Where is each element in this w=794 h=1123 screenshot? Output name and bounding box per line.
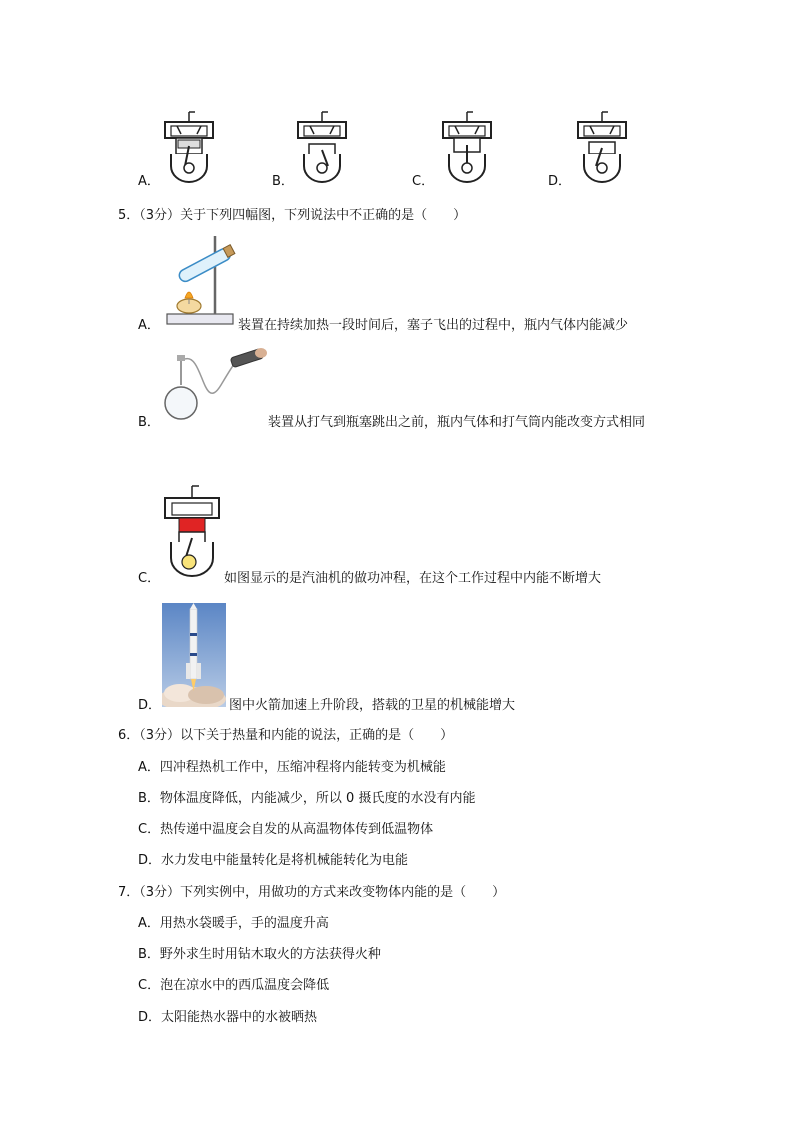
engine-stroke-d-figure (576, 110, 628, 185)
engine-stroke-a-figure (163, 110, 215, 185)
q4-option-a-letter[interactable]: A． (138, 174, 160, 189)
q6-option-b[interactable] (138, 790, 475, 808)
q5-stem-line (118, 207, 466, 225)
q6-option-c[interactable] (138, 821, 433, 839)
flask-air-pump-figure (163, 345, 269, 435)
power-stroke-engine-figure (163, 484, 221, 584)
q6-option-b-letter: B． (138, 791, 160, 806)
q6-option-d-text: 水力发电中能量转化是将机械能转化为电能 (161, 853, 409, 868)
q6-stem-line (118, 727, 453, 745)
q7-stem: 下列实例中，用做功的方式来改变物体内能的是（ ） (180, 885, 506, 900)
q5-option-d-text: 图中火箭加速上升阶段，搭载的卫星的机械能增大 (229, 698, 516, 713)
q6-option-a-letter: A． (138, 760, 160, 775)
q5-option-a-letter[interactable]: A． (138, 318, 160, 333)
q7-option-b-text: 野外求生时用钻木取火的方法获得火种 (159, 947, 381, 962)
q6-option-d[interactable] (138, 852, 408, 870)
heated-test-tube-figure (163, 234, 239, 328)
engine-stroke-c-figure (441, 110, 493, 185)
q6-number: 6． (118, 728, 140, 743)
q7-stem-line (118, 884, 505, 902)
q5-option-c-text: 如图显示的是汽油机的做功冲程，在这个工作过程中内能不断增大 (224, 571, 602, 586)
q7-option-b[interactable] (138, 946, 381, 964)
q6-option-c-letter: C． (138, 822, 161, 837)
q7-option-c-letter: C． (138, 978, 161, 993)
q6-option-b-text: 物体温度降低，内能减少，所以 0 摄氏度的水没有内能 (159, 791, 476, 806)
q5-option-b-letter[interactable]: B． (138, 415, 160, 430)
q7-option-a[interactable] (138, 915, 329, 933)
q5-option-b-text: 装置从打气到瓶塞跳出之前，瓶内气体和打气筒内能改变方式相同 (268, 415, 646, 430)
q7-points: （3分） (139, 885, 181, 900)
q7-option-d-letter: D． (138, 1010, 162, 1025)
q5-option-a-text: 装置在持续加热一段时间后，塞子飞出的过程中，瓶内气体内能减少 (238, 318, 629, 333)
q7-option-c-text: 泡在凉水中的西瓜温度会降低 (160, 978, 330, 993)
q4-option-d-letter[interactable]: D． (548, 174, 572, 189)
q7-option-a-letter: A． (138, 916, 160, 931)
q7-option-d-text: 太阳能热水器中的水被晒热 (161, 1010, 318, 1025)
q5-stem: 关于下列四幅图，下列说法中不正确的是（ ） (180, 208, 467, 223)
q6-stem: 以下关于热量和内能的说法，正确的是（ ） (180, 728, 454, 743)
q5-option-c-letter[interactable]: C． (138, 571, 161, 586)
q5-number: 5． (118, 208, 140, 223)
q7-option-d[interactable] (138, 1009, 317, 1027)
q4-option-b-letter[interactable]: B． (272, 174, 294, 189)
q7-option-b-letter: B． (138, 947, 160, 962)
q7-option-a-text: 用热水袋暖手，手的温度升高 (159, 916, 329, 931)
q5-points: （3分） (139, 208, 181, 223)
q6-option-a[interactable] (138, 759, 446, 777)
q6-option-a-text: 四冲程热机工作中，压缩冲程将内能转变为机械能 (159, 760, 446, 775)
q6-points: （3分） (139, 728, 181, 743)
rocket-launch-photo (162, 603, 226, 707)
q7-option-c[interactable] (138, 977, 329, 995)
q6-option-c-text: 热传递中温度会自发的从高温物体传到低温物体 (160, 822, 434, 837)
q7-number: 7． (118, 885, 140, 900)
engine-stroke-b-figure (296, 110, 348, 185)
q5-option-d-letter[interactable]: D． (138, 698, 162, 713)
q4-option-c-letter[interactable]: C． (412, 174, 435, 189)
q6-option-d-letter: D． (138, 853, 162, 868)
